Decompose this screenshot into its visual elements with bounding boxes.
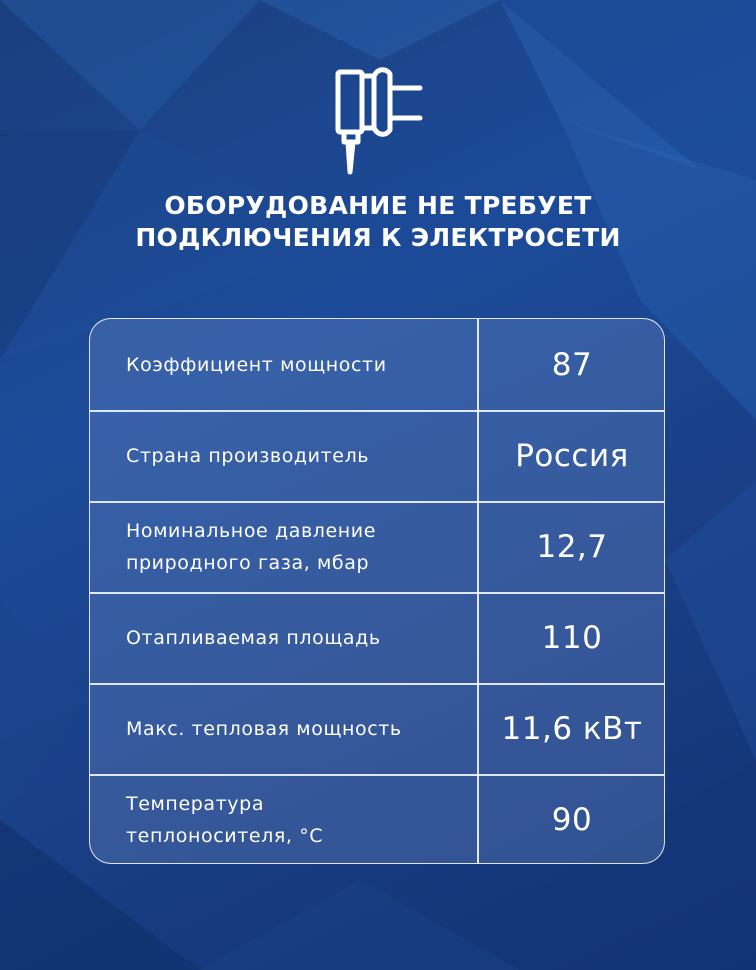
spec-value: 12,7 <box>536 528 608 565</box>
spec-label: Коэффициент мощности <box>126 353 387 376</box>
spec-label: Страна производитель <box>126 444 370 467</box>
power-plug-icon <box>328 66 428 178</box>
spec-label: Макс. тепловая мощность <box>126 717 402 740</box>
spec-table <box>89 318 665 864</box>
headline-line-1: ОБОРУДОВАНИЕ НЕ ТРЕБУЕТ <box>164 191 592 220</box>
spec-row-power-factor <box>90 319 665 410</box>
spec-row-coolant-temp <box>90 774 665 864</box>
spec-value: Россия <box>515 437 629 474</box>
spec-row-gas-pressure <box>90 501 665 592</box>
spec-value: 90 <box>551 801 593 838</box>
spec-row-heated-area <box>90 592 665 683</box>
spec-label: Номинальное давление природного газа, мбар <box>126 519 377 574</box>
spec-row-country <box>90 410 665 501</box>
spec-row-max-power <box>90 683 665 774</box>
headline <box>0 190 756 254</box>
headline-line-2: ПОДКЛЮЧЕНИЯ К ЭЛЕКТРОСЕТИ <box>135 223 621 252</box>
spec-value: 11,6 кВт <box>501 710 643 747</box>
spec-value: 110 <box>541 619 603 656</box>
spec-label: Отапливаемая площадь <box>126 626 381 649</box>
spec-value: 87 <box>551 346 593 383</box>
spec-label: Температура теплоносителя, °C <box>126 792 324 847</box>
